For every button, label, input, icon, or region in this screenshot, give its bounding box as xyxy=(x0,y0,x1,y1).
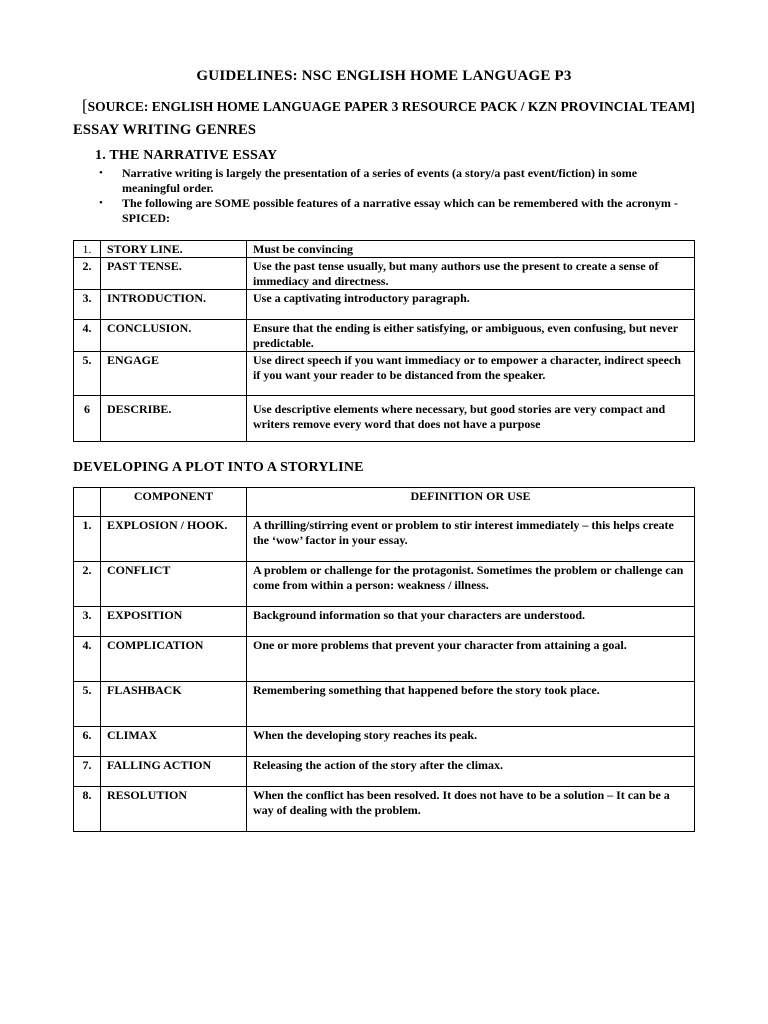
plot-component: RESOLUTION xyxy=(101,787,247,832)
row-number: 4. xyxy=(74,320,101,352)
plot-table xyxy=(73,487,695,832)
row-number: 2. xyxy=(74,258,101,290)
feature-term: CONCLUSION. xyxy=(101,320,247,352)
plot-definition: When the developing story reaches its peak. xyxy=(247,727,695,757)
plot-definition: When the conflict has been resolved. It does not have to be a solution – It can be a way of dealing with the problem. xyxy=(247,787,695,832)
table-row xyxy=(74,562,695,607)
table-row xyxy=(74,352,695,396)
bullet-icon: • xyxy=(99,197,103,209)
plot-definition: A thrilling/stirring event or problem to stir interest immediately – this helps create the ‘wow’ factor in your essay. xyxy=(247,517,695,562)
header-definition: DEFINITION OR USE xyxy=(247,488,695,517)
table-row xyxy=(74,787,695,832)
plot-component: FLASHBACK xyxy=(101,682,247,727)
plot-definition: Releasing the action of the story after the climax. xyxy=(247,757,695,787)
table-row xyxy=(74,607,695,637)
plot-definition: Remembering something that happened before the story took place. xyxy=(247,682,695,727)
row-number: 4. xyxy=(74,637,101,682)
table-row xyxy=(74,727,695,757)
plot-component: FALLING ACTION xyxy=(101,757,247,787)
table-row xyxy=(74,241,695,258)
feature-term: STORY LINE. xyxy=(101,241,247,258)
feature-term: PAST TENSE. xyxy=(101,258,247,290)
bullet-text-1: Narrative writing is largely the presentation of a series of events (a story/a past event/fiction) in some meaningful order. xyxy=(122,166,638,195)
plot-component: EXPOSITION xyxy=(101,607,247,637)
source-bracket: [ xyxy=(82,96,88,115)
table-row xyxy=(74,290,695,320)
header-number xyxy=(74,488,101,517)
plot-component: COMPLICATION xyxy=(101,637,247,682)
row-number: 8. xyxy=(74,787,101,832)
row-number: 5. xyxy=(74,682,101,727)
table-row xyxy=(74,682,695,727)
plot-definition: Background information so that your characters are understood. xyxy=(247,607,695,637)
feature-description: Use direct speech if you want immediacy or to empower a character, indirect speech if you want your reader to be distanced from the speaker. xyxy=(247,352,695,396)
feature-description: Must be convincing xyxy=(247,241,695,258)
bullet-icon: • xyxy=(99,167,103,179)
row-number: 2. xyxy=(74,562,101,607)
table-row xyxy=(74,320,695,352)
table-row xyxy=(74,396,695,442)
plot-component: EXPLOSION / HOOK. xyxy=(101,517,247,562)
feature-description: Use descriptive elements where necessary, but good stories are very compact and writers remove every word that does not have a purpose xyxy=(247,396,695,442)
plot-component: CLIMAX xyxy=(101,727,247,757)
document-title: GUIDELINES: NSC ENGLISH HOME LANGUAGE P3 xyxy=(196,68,572,84)
row-number: 3. xyxy=(74,290,101,320)
row-number: 7. xyxy=(74,757,101,787)
row-number: 1. xyxy=(74,241,101,258)
row-number: 6. xyxy=(74,727,101,757)
table-header-row xyxy=(74,488,695,517)
table-row xyxy=(74,258,695,290)
plot-definition: One or more problems that prevent your character from attaining a goal. xyxy=(247,637,695,682)
plot-definition: A problem or challenge for the protagonist. Sometimes the problem or challenge can come from within a person: weakness / illness. xyxy=(247,562,695,607)
header-component: COMPONENT xyxy=(101,488,247,517)
table-row xyxy=(74,517,695,562)
table-row xyxy=(74,637,695,682)
feature-description: Use a captivating introductory paragraph. xyxy=(247,290,695,320)
feature-term: ENGAGE xyxy=(101,352,247,396)
spiced-table xyxy=(73,240,695,442)
source-line xyxy=(82,96,695,116)
section-heading-genres: ESSAY WRITING GENRES xyxy=(73,122,257,138)
narrative-heading: 1. THE NARRATIVE ESSAY xyxy=(95,148,278,163)
source-text: SOURCE: ENGLISH HOME LANGUAGE PAPER 3 RESOURCE PACK / KZN PROVINCIAL TEAM] xyxy=(87,99,695,114)
bullet-text-2: The following are SOME possible features of a narrative essay which can be remembered with the acronym - SPICED: xyxy=(122,196,678,225)
row-number: 6 xyxy=(74,396,101,442)
table-row xyxy=(74,757,695,787)
feature-term: INTRODUCTION. xyxy=(101,290,247,320)
plot-heading: DEVELOPING A PLOT INTO A STORYLINE xyxy=(73,460,364,475)
feature-term: DESCRIBE. xyxy=(101,396,247,442)
row-number: 3. xyxy=(74,607,101,637)
row-number: 1. xyxy=(74,517,101,562)
row-number: 5. xyxy=(74,352,101,396)
plot-component: CONFLICT xyxy=(101,562,247,607)
feature-description: Ensure that the ending is either satisfying, or ambiguous, even confusing, but never predictable. xyxy=(247,320,695,352)
feature-description: Use the past tense usually, but many authors use the present to create a sense of immediacy and directness. xyxy=(247,258,695,290)
